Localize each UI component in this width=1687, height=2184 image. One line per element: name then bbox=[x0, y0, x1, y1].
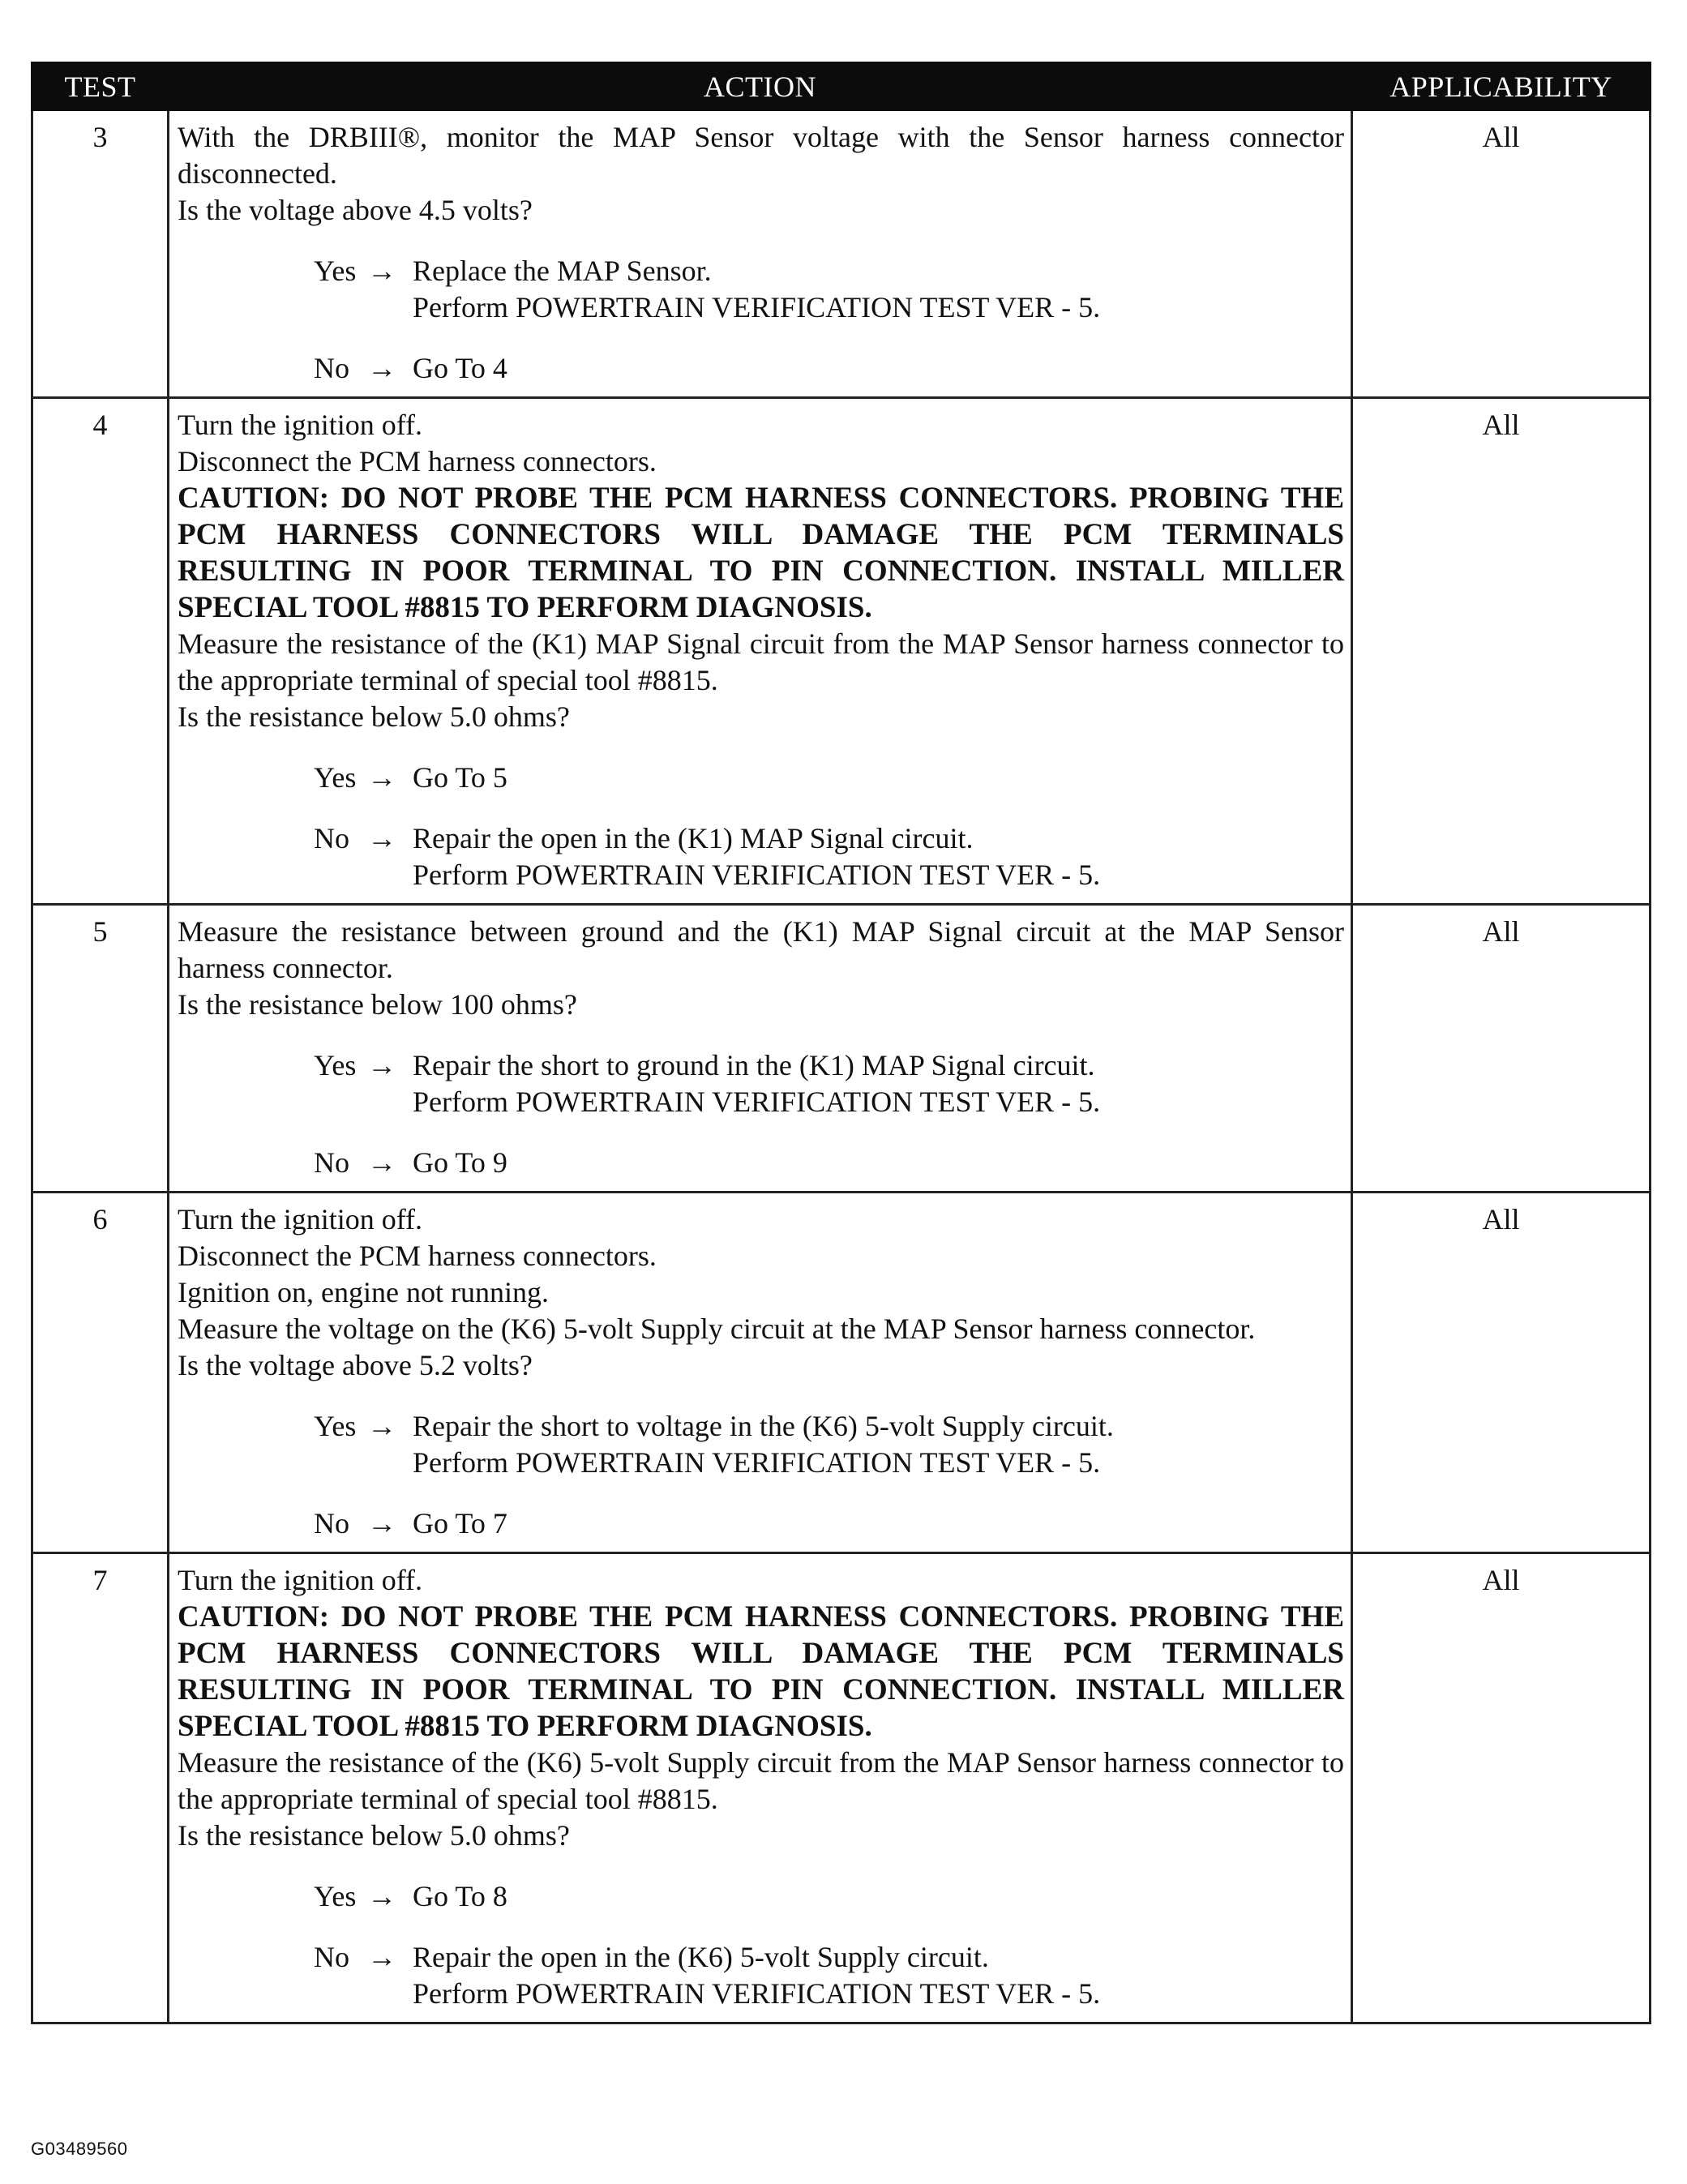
yes-result-text bbox=[413, 253, 1344, 326]
no-result-label: No bbox=[314, 822, 349, 854]
table-header-row bbox=[32, 63, 1651, 110]
yes-result-label: Yes bbox=[314, 1410, 357, 1442]
yes-result bbox=[314, 760, 1344, 796]
test-number: 7 bbox=[32, 1553, 169, 2023]
diagnostic-table-container bbox=[31, 62, 1649, 2024]
arrow-right-icon: → bbox=[367, 1146, 396, 1179]
action-text: Is the resistance below 100 ohms? bbox=[178, 988, 577, 1021]
no-result-text bbox=[413, 820, 1344, 893]
test-number: 3 bbox=[32, 110, 169, 398]
no-result bbox=[314, 1939, 1344, 2012]
no-result-label: No bbox=[314, 1507, 349, 1540]
test-number: 6 bbox=[32, 1193, 169, 1553]
no-result-line: Go To 4 bbox=[413, 352, 507, 384]
arrow-right-icon: → bbox=[367, 1410, 396, 1442]
no-result bbox=[314, 350, 1344, 387]
applicability: All bbox=[1352, 905, 1651, 1193]
yes-result bbox=[314, 1408, 1344, 1481]
test-number: 5 bbox=[32, 905, 169, 1193]
table-row bbox=[32, 1193, 1651, 1553]
caution-text: CAUTION: DO NOT PROBE THE PCM HARNESS CONNECTORS. PROBING THE PCM HARNESS CONNECTORS WILL DAMAGE THE PCM TERMINALS RESULTING IN POOR TERMINAL TO PIN CONNECTION. INSTALL MILLER SPECIAL TOOL #8815 TO PERFORM DIAGNOSIS. bbox=[178, 482, 1344, 624]
no-result-line: Perform POWERTRAIN VERIFICATION TEST VER - 5. bbox=[413, 859, 1101, 891]
arrow-right-icon: → bbox=[367, 1880, 396, 1912]
yes-result-line: Perform POWERTRAIN VERIFICATION TEST VER - 5. bbox=[413, 1446, 1101, 1479]
yes-result-text bbox=[413, 760, 1344, 796]
yes-result-label: Yes bbox=[314, 1049, 357, 1081]
arrow-right-icon: → bbox=[367, 1507, 396, 1540]
header-test: TEST bbox=[32, 63, 169, 110]
table-row bbox=[32, 1553, 1651, 2023]
table-row bbox=[32, 905, 1651, 1193]
action-cell bbox=[169, 905, 1352, 1193]
yes-result-line: Perform POWERTRAIN VERIFICATION TEST VER - 5. bbox=[413, 291, 1101, 323]
arrow-right-icon: → bbox=[367, 1049, 396, 1081]
no-result-line: Go To 9 bbox=[413, 1146, 507, 1179]
yes-result-line: Repair the short to voltage in the (K6) 5-volt Supply circuit. bbox=[413, 1410, 1114, 1442]
action-text: Disconnect the PCM harness connectors. bbox=[178, 445, 657, 477]
no-result-label: No bbox=[314, 1941, 349, 1973]
action-text: Is the resistance below 5.0 ohms? bbox=[178, 1819, 570, 1852]
table-row bbox=[32, 398, 1651, 905]
applicability: All bbox=[1352, 1193, 1651, 1553]
no-result-label: No bbox=[314, 1146, 349, 1179]
arrow-right-icon: → bbox=[367, 255, 396, 287]
yes-result bbox=[314, 253, 1344, 326]
yes-result-text bbox=[413, 1878, 1344, 1915]
arrow-right-icon: → bbox=[367, 761, 396, 794]
action-cell bbox=[169, 398, 1352, 905]
no-result-text bbox=[413, 1145, 1344, 1181]
applicability: All bbox=[1352, 1553, 1651, 2023]
action-text: Measure the resistance of the (K6) 5-volt Supply circuit from the MAP Sensor harness connector to the appropriate terminal of special tool #8815. bbox=[178, 1746, 1344, 1815]
action-text: Measure the resistance of the (K1) MAP Signal circuit from the MAP Sensor harness connector to the appropriate terminal of special tool #8815. bbox=[178, 627, 1344, 696]
action-cell bbox=[169, 1193, 1352, 1553]
yes-result-line: Go To 8 bbox=[413, 1880, 507, 1912]
arrow-right-icon: → bbox=[367, 1941, 396, 1973]
no-result-line: Repair the open in the (K6) 5-volt Supply circuit. bbox=[413, 1941, 989, 1973]
action-text: Disconnect the PCM harness connectors. bbox=[178, 1240, 657, 1272]
action-text: Is the voltage above 5.2 volts? bbox=[178, 1349, 533, 1381]
caution-text: CAUTION: DO NOT PROBE THE PCM HARNESS CONNECTORS. PROBING THE PCM HARNESS CONNECTORS WILL DAMAGE THE PCM TERMINALS RESULTING IN POOR TERMINAL TO PIN CONNECTION. INSTALL MILLER SPECIAL TOOL #8815 TO PERFORM DIAGNOSIS. bbox=[178, 1600, 1344, 1743]
no-result-text bbox=[413, 1939, 1344, 2012]
action-text: Turn the ignition off. bbox=[178, 1203, 423, 1235]
no-result bbox=[314, 1145, 1344, 1181]
no-result-line: Repair the open in the (K1) MAP Signal circuit. bbox=[413, 822, 974, 854]
action-text: With the DRBIII®, monitor the MAP Sensor voltage with the Sensor harness connector disconnected. bbox=[178, 121, 1344, 190]
yes-result-label: Yes bbox=[314, 761, 357, 794]
yes-result-line: Replace the MAP Sensor. bbox=[413, 255, 712, 287]
action-text: Measure the resistance between ground and the (K1) MAP Signal circuit at the MAP Sensor harness connector. bbox=[178, 915, 1344, 984]
figure-id: G03489560 bbox=[31, 2139, 128, 2159]
action-text: Turn the ignition off. bbox=[178, 1564, 423, 1596]
no-result bbox=[314, 1505, 1344, 1542]
applicability: All bbox=[1352, 110, 1651, 398]
action-text: Is the resistance below 5.0 ohms? bbox=[178, 700, 570, 733]
no-result bbox=[314, 820, 1344, 893]
yes-result-line: Perform POWERTRAIN VERIFICATION TEST VER - 5. bbox=[413, 1086, 1101, 1118]
arrow-right-icon: → bbox=[367, 352, 396, 384]
test-number: 4 bbox=[32, 398, 169, 905]
yes-result-label: Yes bbox=[314, 255, 357, 287]
action-text: Is the voltage above 4.5 volts? bbox=[178, 194, 533, 226]
no-result-text bbox=[413, 1505, 1344, 1542]
action-cell bbox=[169, 110, 1352, 398]
yes-result-label: Yes bbox=[314, 1880, 357, 1912]
yes-result-line: Go To 5 bbox=[413, 761, 507, 794]
action-text: Measure the voltage on the (K6) 5-volt Supply circuit at the MAP Sensor harness connector. bbox=[178, 1313, 1256, 1345]
action-text: Turn the ignition off. bbox=[178, 409, 423, 441]
no-result-text bbox=[413, 350, 1344, 387]
action-text: Ignition on, engine not running. bbox=[178, 1276, 549, 1308]
header-action: ACTION bbox=[169, 63, 1352, 110]
applicability: All bbox=[1352, 398, 1651, 905]
no-result-label: No bbox=[314, 352, 349, 384]
no-result-line: Perform POWERTRAIN VERIFICATION TEST VER - 5. bbox=[413, 1977, 1101, 2010]
action-cell bbox=[169, 1553, 1352, 2023]
header-applicability: APPLICABILITY bbox=[1352, 63, 1651, 110]
yes-result-text bbox=[413, 1408, 1344, 1481]
yes-result bbox=[314, 1878, 1344, 1915]
table-row bbox=[32, 110, 1651, 398]
diagnostic-table bbox=[31, 62, 1651, 2024]
arrow-right-icon: → bbox=[367, 822, 396, 854]
yes-result bbox=[314, 1047, 1344, 1120]
yes-result-line: Repair the short to ground in the (K1) MAP Signal circuit. bbox=[413, 1049, 1095, 1081]
yes-result-text bbox=[413, 1047, 1344, 1120]
no-result-line: Go To 7 bbox=[413, 1507, 507, 1540]
